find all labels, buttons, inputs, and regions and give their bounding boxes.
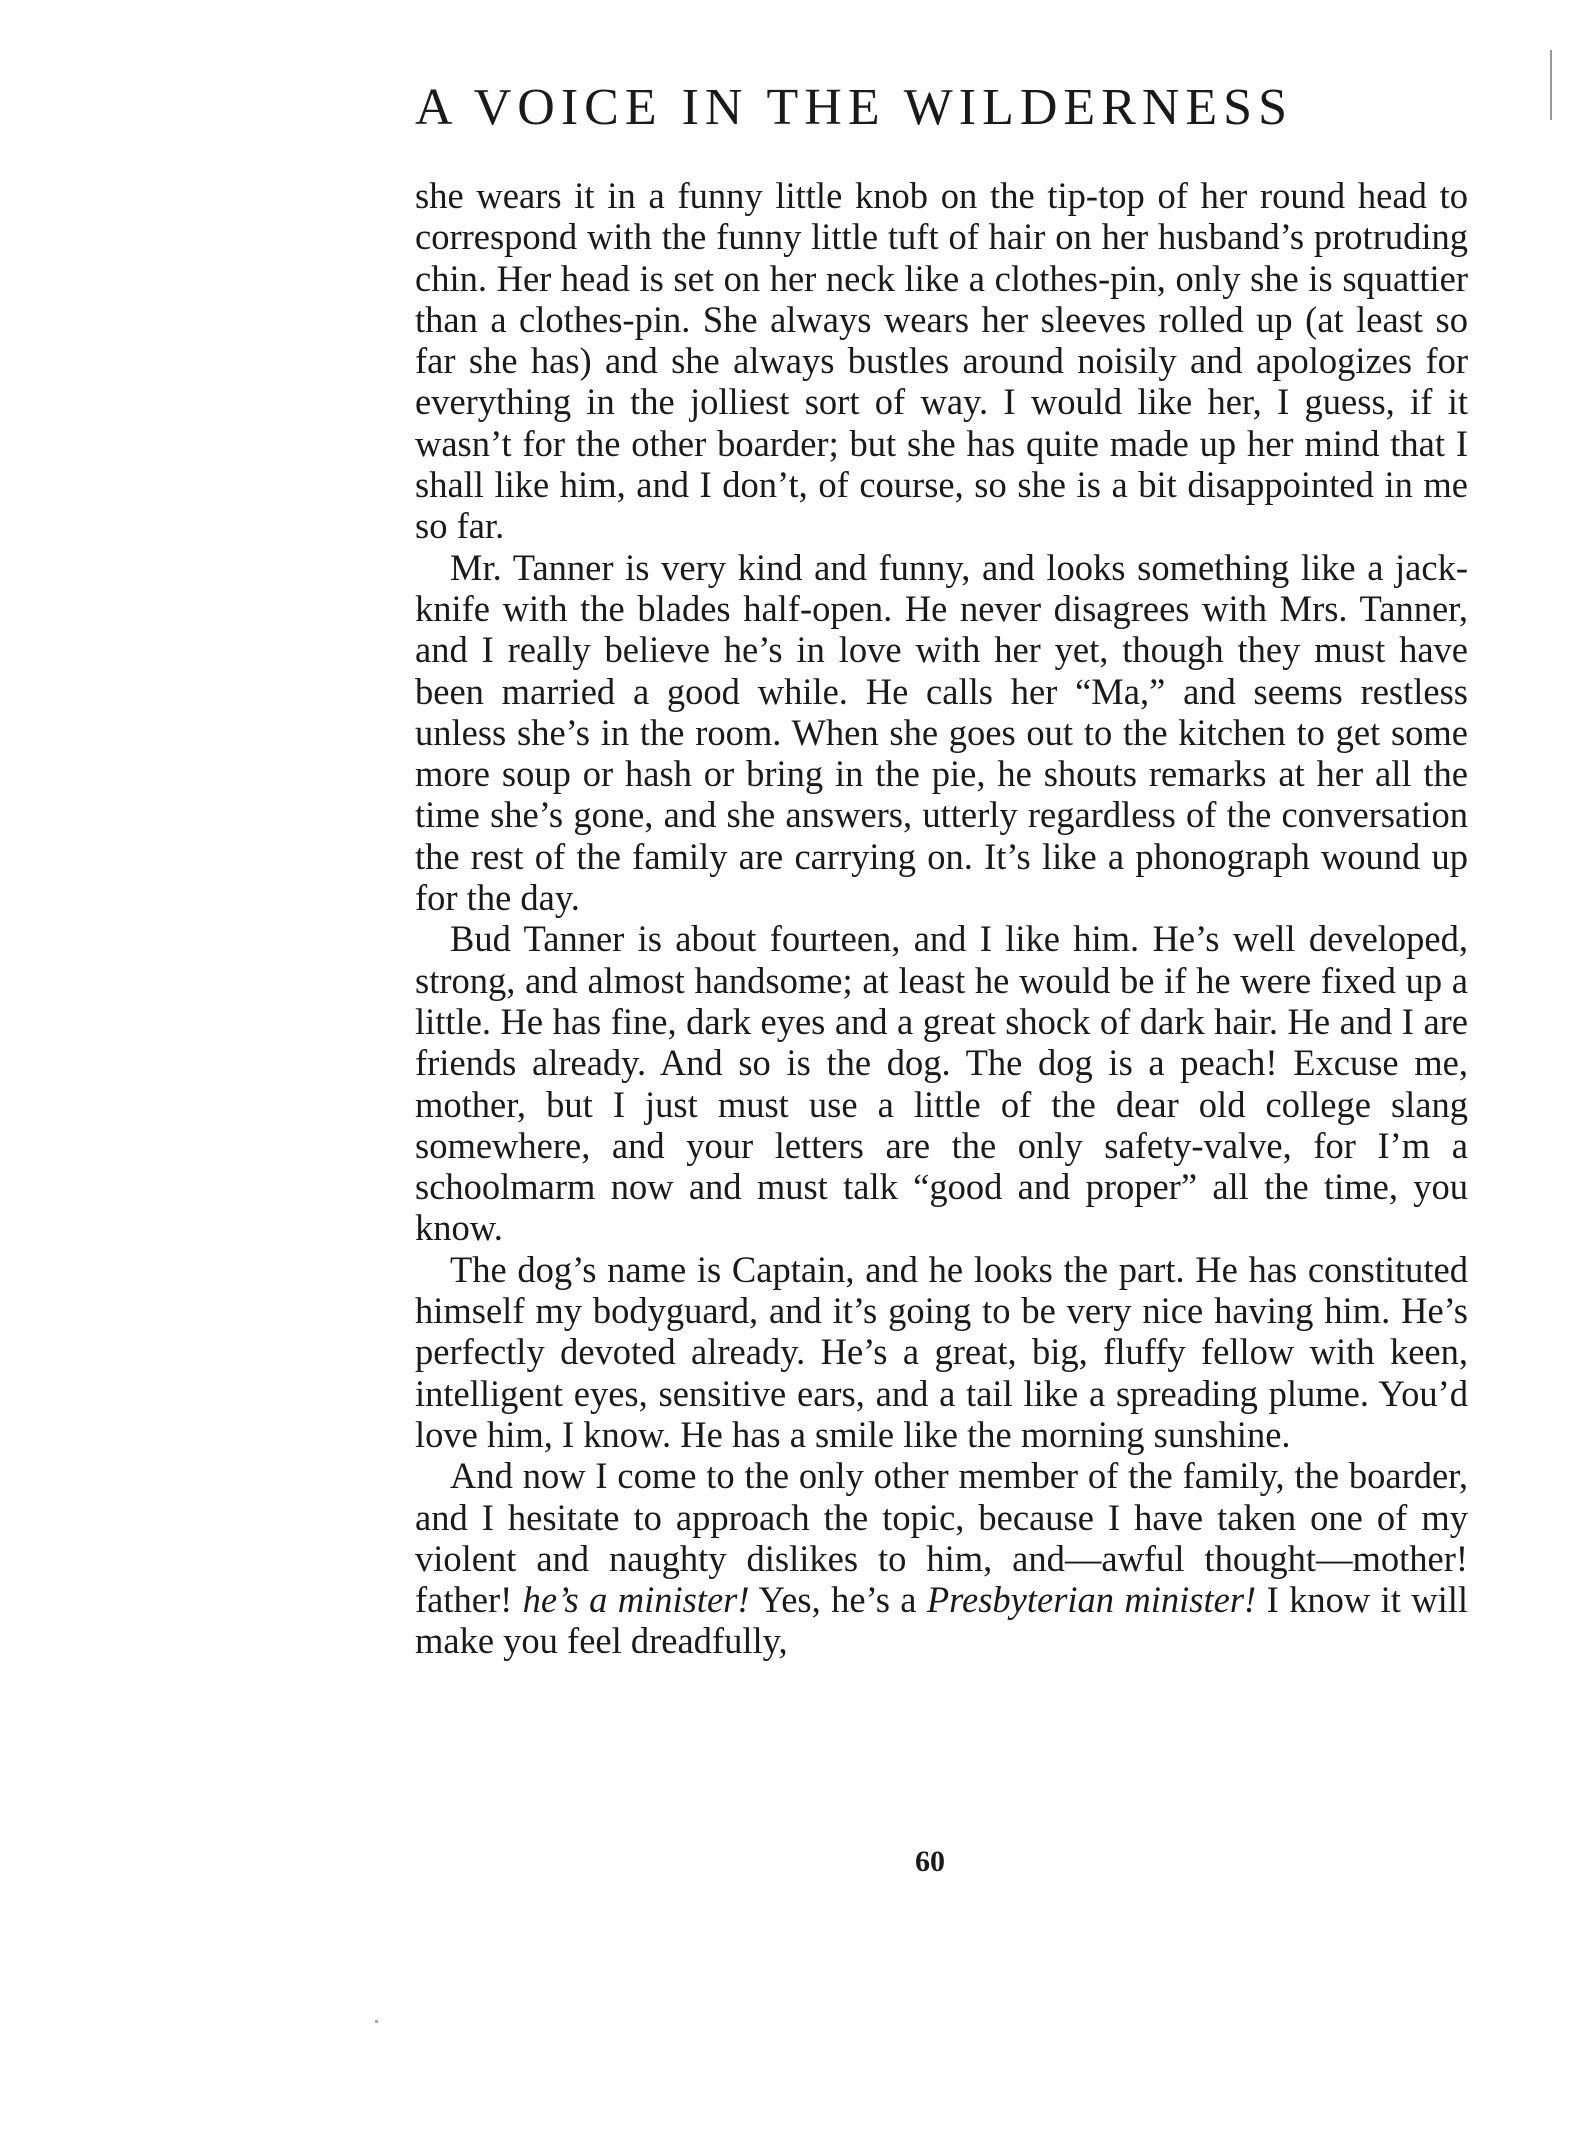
scan-mark-bottom-left xyxy=(375,2020,378,2023)
paragraph-1: she wears it in a funny little knob on the tip-top of her round head to correspond with the funny little tuft of hair on her husband’s protruding chin. Her head is set on her neck like a clothes-pin, only she is squattier than a clothes-pin. She always wears her sleeves rolled up (at least so far she has) and she always bustles around noisily and apologizes for everything in the jolliest sort of way. I would like her, I guess, if it wasn’t for the other boarder; but she has quite made up her mind that I shall like him, and I don’t, of course, so she is a bit disappointed in me so far. xyxy=(415,175,1468,547)
scan-mark-top-right xyxy=(1550,50,1552,120)
paragraph-5-part-3: I know it will make you feel dreadfully, xyxy=(415,1579,1469,1662)
emphasis-presbyterian-minister: Presbyterian minister! xyxy=(926,1579,1257,1621)
body-text xyxy=(415,175,1468,1662)
paragraph-5 xyxy=(415,1455,1468,1661)
paragraph-4: The dog’s name is Captain, and he looks the part. He has constituted himself my bodyguard, and it’s going to be very nice having him. He’s perfectly devoted already. He’s a great, big, fluffy fellow with keen, intelligent eyes, sensitive ears, and a tail like a spreading plume. You’d love him, I know. He has a smile like the morning sunshine. xyxy=(415,1248,1468,1455)
paragraph-3: Bud Tanner is about fourteen, and I like him. He’s well developed, strong, and almost handsome; at least he would be if he were fixed up a little. He has fine, dark eyes and a great shock of dark hair. He and I are friends already. And so is the dog. The dog is a peach! Excuse me, mother, but I just must use a little of the dear old college slang somewhere, and your letters are the only safety-valve, for I’m a schoolmarm now and must talk “good and proper” all the time, you know. xyxy=(415,918,1468,1249)
page-number: 60 xyxy=(915,1845,945,1878)
paragraph-5-part-1: And now I come to the only other member of the family, the boarder, and I hesitate to approach the topic, because I have taken one of my violent and naughty dislikes to him, and—awful thought—mother! father! xyxy=(415,1455,1468,1621)
paragraph-5-part-2: Yes, he’s a xyxy=(749,1579,927,1621)
emphasis-minister: he’s a minister! xyxy=(522,1579,750,1621)
running-head: A VOICE IN THE WILDERNESS xyxy=(415,79,1293,136)
paragraph-2: Mr. Tanner is very kind and funny, and looks something like a jack-knife with the blades half-open. He never disagrees with Mrs. Tanner, and I really believe he’s in love with her yet, though they must have been married a good while. He calls her “Ma,” and seems restless unless she’s in the room. When she goes out to the kitchen to get some more soup or hash or bring in the pie, he shouts remarks at her all the time she’s gone, and she answers, utterly regardless of the conversation the rest of the family are carrying on. It’s like a phonograph wound up for the day. xyxy=(415,546,1468,919)
